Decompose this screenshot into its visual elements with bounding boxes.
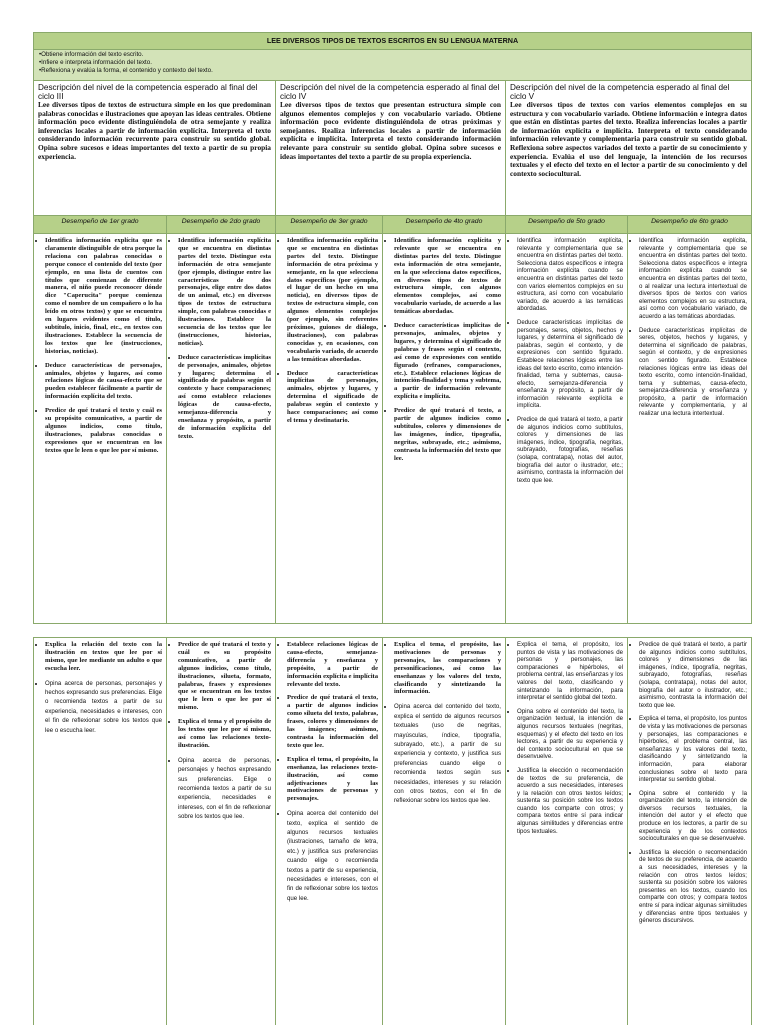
performance-item: • Opina sobre el contenido del texto, la organización textual, la intención de algunos recursos textuales (negritas, esquemas) y el efecto del texto en los lectores, a partir de su experiencia y del contexto sociocultural en que se desenvuelve. — [517, 708, 623, 761]
cycle-heading: Descripción del nivel de la competencia esperado al final del ciclo V — [510, 83, 730, 101]
performance-item: • Opina acerca de personas, personajes y hechos expresando sus preferencias. Elige o recomienda textos a partir de su experiencia, necesidades e intereses, con el fin de reflexionar sobre los textos que lee o escucha leer. — [45, 679, 162, 735]
performance-item: • Predice de qué tratará el texto y cuál es su propósito comunicativo, a partir de algunos indicios, como título, ilustraciones, palabras conocidas o expresiones que se encuentran en los textos que le leen o que lee por sí mismo. — [45, 407, 162, 454]
cycle-body: Lee diversos tipos de textos con varios elementos complejos en su estructura y con vocabulario variado. Obtiene información e integra datos que están en distintas partes del texto. Realiza inferencias locales a partir de información explícita e implícita. Interpreta el texto considerando información relevante y complementaria para construir su sentido global. Reflexiona sobre aspectos variados del texto a partir de su conocimiento y experiencia. Evalúa el uso del lenguaje, la intención de los recursos textuales y el efecto del texto en el lector a partir de su conocimiento y del contexto sociocultural. — [510, 100, 747, 178]
cycle-description-iii — [34, 81, 276, 215]
performance-item: • Explica el tema y el propósito de los textos que lee por sí mismo, así como las relaciones texto-ilustración. — [178, 718, 271, 750]
grade-3-performance — [276, 234, 383, 623]
grade-6-performance — [628, 234, 751, 623]
performance-item: • Establece relaciones lógicas de causa-efecto, semejanza-diferencia y enseñanza y propósito, a partir de información explícita e implícita relevante del texto. — [287, 641, 378, 688]
table-title: LEE DIVERSOS TIPOS DE TEXTOS ESCRITOS EN SU LENGUA MATERNA — [34, 33, 751, 50]
grade-header-2: Desempeño de 2do grado — [167, 215, 276, 234]
performance-item: • Identifica información explícita y relevante que se encuentra en distintas partes del texto. Distingue esta información de otra semejante, en la que selecciona datos específicos, en diversos tipos de textos de estructura simple, con algunos elementos complejos, así como vocabulario variado, de acuerdo a las temáticas abordadas. — [394, 237, 501, 316]
performance-item: • Deduce características implícitas de personajes, animales, objetos y lugares, y determina el significado de palabras según el contexto y hace comparaciones; así como el tema y destinatario. — [287, 370, 378, 425]
performance-item: • Identifica información explícita que se encuentra en distintas partes del texto. Distingue información de otra próxima y semejante, en la que selecciona datos específicos (por ejemplo, el lugar de un hecho en una noticia), en diversos tipos de textos de estructura simple, con algunos elementos complejos (por ejemplo, sin referentes próximos, guiones de diálogo, ilustraciones), con palabras conocidas y, en ocasiones, con vocabulario variado, de acuerdo a las temáticas abordadas. — [287, 237, 378, 364]
cycle-description-iv — [276, 81, 506, 215]
performance-item: • Identifica información explícita, relevante y complementaria que se encuentra en distintas partes del texto. Selecciona datos específicos e integra información explícita cuando se encuentra en distintas partes del texto, o al realizar una lectura intertextual de diversos tipos de textos con varios elementos complejos en su estructura, así como con vocabulario variado, de acuerdo a las temáticas abordadas. — [639, 237, 747, 321]
grade-2-performance-continued — [167, 638, 276, 1025]
performance-item: • Opina acerca del contenido del texto, explica el sentido de algunos recursos textuales (ilustraciones, tamaño de letra, etc.) y justifica sus preferencias cuando elige o recomienda textos a partir de su experiencia, necesidades e intereses, con el fin de reflexionar sobre los textos que lee. — [287, 809, 378, 903]
grade-4-performance-continued — [383, 638, 506, 1025]
performance-item: • Deduce características implícitas de personajes, animales, objetos y lugares, y determina el significado de palabras y frases según el contexto, así como de expresiones con sentido figurado (refranes, comparaciones, etc.). Establece relaciones lógicas de intención-finalidad y tema y subtema, a partir de información relevante explícita e implícita. — [394, 322, 501, 401]
performance-item: • Identifica información explícita que se encuentra en distintas partes del texto. Distingue esta información de otra semejante (por ejemplo, distingue entre las características de dos personajes, elige entre dos datos de un animal, etc.) en diversos tipos de textos de estructura simple, con palabras conocidas e ilustraciones. Establece la secuencia de los textos que lee (instrucciones, historias, noticias). — [178, 237, 271, 348]
performance-item: • Explica el tema, el propósito, los puntos de vista y las motivaciones de personas y personajes, las comparaciones e hipérboles, el problema central, las enseñanzas y los valores del texto, clasificando y sintetizando la información, para interpretar el sentido global del texto. — [517, 641, 623, 702]
cycle-description-v — [506, 81, 751, 215]
cycle-heading: Descripción del nivel de la competencia esperado al final del ciclo III — [38, 83, 258, 101]
performance-item: • Explica la relación del texto con la ilustración en textos que lee por sí mismo, que lee mediante un adulto o que escucha leer. — [45, 641, 162, 673]
grade-1-performance-continued — [34, 638, 167, 1025]
grade-2-performance — [167, 234, 276, 623]
grade-header-5: Desempeño de 5to grado — [506, 215, 628, 234]
grade-1-performance — [34, 234, 167, 623]
objective-item: • Obtiene información del texto escrito. — [39, 51, 751, 59]
performance-item: • Explica el tema, el propósito, la enseñanza, las relaciones texto-ilustración, así como adjetivaciones y las motivaciones de personas y personajes. — [287, 756, 378, 803]
grade-6-performance-continued — [628, 638, 751, 1025]
objective-item: • Infiere e interpreta información del texto. — [39, 59, 751, 67]
performance-item: • Predice de qué tratará el texto, a partir de algunos indicios como subtítulos, colores y dimensiones de las imágenes, índice, tipografía, negritas, subrayado, etc.; asimismo, contrasta la información del texto que lee. — [394, 407, 501, 462]
performance-item: • Predice de qué tratará el texto, a partir de algunos indicios como silueta del texto, palabras, frases, colores y dimensiones de las imágenes; asimismo, contrasta la información del texto que lee. — [287, 694, 378, 749]
performance-item: • Deduce características de personajes, animales, objetos y lugares, así como relaciones lógicas de causa-efecto que se pueden establecer fácilmente a partir de información explícita del texto. — [45, 362, 162, 402]
objective-item: • Reflexiona y evalúa la forma, el contenido y contexto del texto. — [39, 67, 751, 75]
grade-4-performance — [383, 234, 506, 623]
grade-header-1: Desempeño de 1er grado — [34, 215, 167, 234]
performance-item: • Explica el tema, el propósito, los puntos de vista y las motivaciones de personas y personajes, las comparaciones e hipérboles, el problema central, las enseñanzas y los valores del texto, clasificando y sintetizando la información, para elaborar conclusiones sobre el texto para interpretar su sentido global. — [639, 715, 747, 783]
performance-item: • Justifica la elección o recomendación de textos de su preferencia, de acuerdo a sus necesidades, intereses y la relación con otros textos leídos; sustenta su posición sobre los textos cuando los comparte con otros; y compara textos entre sí para indicar algunas similitudes y diferencias entre tipos textuales. — [517, 767, 623, 835]
competency-table-top — [33, 32, 752, 624]
cycle-body: Lee diversos tipos de textos de estructura simple en los que predominan palabras conocidas e ilustraciones que apoyan las ideas centrales. Obtiene información poco evidente distinguiéndola de otra semejante y realiza inferencias locales a partir de información explícita. Interpreta el texto considerando información recurrente para construir su sentido global. Opina sobre sucesos e ideas importantes del texto a partir de su propia experiencia. — [38, 100, 271, 161]
performance-item: • Opina sobre el contenido y la organización del texto, la intención de diversos recursos textuales, la intención del autor y el efecto que produce en los lectores, a partir de su experiencia y de los contextos socioculturales en que se desenvuelve. — [639, 790, 747, 843]
performance-item: • Identifica información explícita que es claramente distinguible de otra porque la relaciona con palabras conocidas o porque conoce el contenido del texto (por ejemplo, en una lista de cuentos con títulos que comienzan de diferente manera, el niño puede reconocer dónde dice "Caperucita" porque comienza como el nombre de un compañero o lo ha leído en otros textos) y que se encuentra en lugares evidentes como el título, subtítulo, inicio, final, etc., en textos con ilustraciones. Establece la secuencia de los textos que lee (instrucciones, historias, noticias). — [45, 237, 162, 356]
grade-5-performance — [506, 234, 628, 623]
performance-item: • Explica el tema, el propósito, las motivaciones de personas y personajes, las comparaciones y personificaciones, así como las enseñanzas y los valores del texto, clasificando y sintetizando la información. — [394, 641, 501, 696]
grade-header-4: Desempeño de 4to grado — [383, 215, 506, 234]
grade-header-3: Desempeño de 3er grado — [276, 215, 383, 234]
performance-item: • Predice de qué tratará el texto, a partir de algunos indicios como subtítulos, colores y dimensiones de las imágenes, índice, tipografía, negritas, subrayado, fotografías, reseñas (solapa, contratapa), notas del autor, biografía del autor o ilustrador, etc.; asimismo, contrasta la información del texto que lee. — [639, 641, 747, 709]
grade-5-performance-continued — [506, 638, 628, 1025]
performance-item: • Opina acerca del contenido del texto, explica el sentido de algunos recursos textuales (uso de negritas, mayúsculas, índice, tipografía, subrayado, etc.), a partir de su experiencia y contexto, y justifica sus preferencias cuando elige o recomienda textos según sus necesidades, intereses y su relación con otros textos, con el fin de reflexionar sobre los textos que lee. — [394, 702, 501, 805]
cycle-heading: Descripción del nivel de la competencia esperado al final del ciclo IV — [280, 83, 500, 101]
competency-table-continued — [33, 637, 752, 1025]
performance-item: • Deduce características implícitas de seres, objetos, hechos y lugares, y determina el significado de palabras, según el contexto, y de expresiones con sentido figurado. Establece relaciones lógicas entre las ideas del texto escrito, como intención-finalidad, tema y subtemas, causa-efecto, semejanza-diferencia y enseñanza y propósito, a partir de información relevante y complementaria, y al realizar una lectura intertextual. — [639, 327, 747, 418]
grade-3-performance-continued — [276, 638, 383, 1025]
performance-item: • Deduce características implícitas de personajes, seres, objetos, hechos y lugares, y determina el significado de palabras, según el contexto, y de expresiones con sentido figurado. Establece relaciones lógicas entre las ideas del texto escrito, como intención-finalidad, tema y subtemas, causa-efecto, semejanza-diferencia y enseñanza y propósito, a partir de información relevante explícita e implícita. — [517, 319, 623, 410]
performance-item: • Predice de qué tratará el texto y cuál es su propósito comunicativo, a partir de algunos indicios, como título, ilustraciones, silueta, formato, palabras, frases y expresiones que se encuentran en los textos que le leen o que lee por sí mismo. — [178, 641, 271, 712]
cycle-body: Lee diversos tipos de textos que presentan estructura simple con algunos elementos complejos y con vocabulario variado. Obtiene información poco evidente distinguiéndola de otras próximas y semejantes. Realiza inferencias locales a partir de información explícita e implícita. Interpreta el texto considerando información relevante para construir su sentido global. Opina sobre sucesos e ideas importantes del texto a partir de su propia experiencia. — [280, 100, 501, 161]
grade-header-6: Desempeño de 6to grado — [628, 215, 751, 234]
performance-item: • Justifica la elección o recomendación de textos de su preferencia, de acuerdo a sus necesidades, intereses y la relación con otros textos leídos; sustenta su posición sobre los valores presentes en los textos, cuando los comparte con otros; y compara textos entre sí para indicar algunas similitudes y diferencias entre tipos textuales y géneros discursivos. — [639, 849, 747, 925]
performance-item: • Identifica información explícita, relevante y complementaria que se encuentra en distintas partes del texto. Selecciona datos específicos e integra información explícita cuando se encuentra en distintas partes del texto con varios elementos complejos en su estructura, así como con vocabulario variado, de acuerdo a las temáticas abordadas. — [517, 237, 623, 313]
performance-item: • Opina acerca de personas, personajes y hechos expresando sus preferencias. Elige o recomienda textos a partir de su experiencia, necesidades e intereses, con el fin de reflexionar sobre los textos que lee. — [178, 756, 271, 822]
performance-item: • Deduce características implícitas de personajes, animales, objetos y lugares; determina el significado de palabras según el contexto y hace comparaciones; así como establece relaciones lógicas de causa-efecto, semejanza-diferencia y enseñanza y propósito, a partir de información explícita del texto. — [178, 354, 271, 441]
performance-item: • Predice de qué tratará el texto, a partir de algunos indicios como subtítulos, colores y dimensiones de las imágenes, índice, tipografía, negritas, subrayado, fotografías, reseñas (solapa, contratapa), notas del autor, biografía del autor o ilustrador, etc.; asimismo, contrasta la información del texto que lee. — [517, 416, 623, 484]
objectives-list — [34, 50, 751, 81]
